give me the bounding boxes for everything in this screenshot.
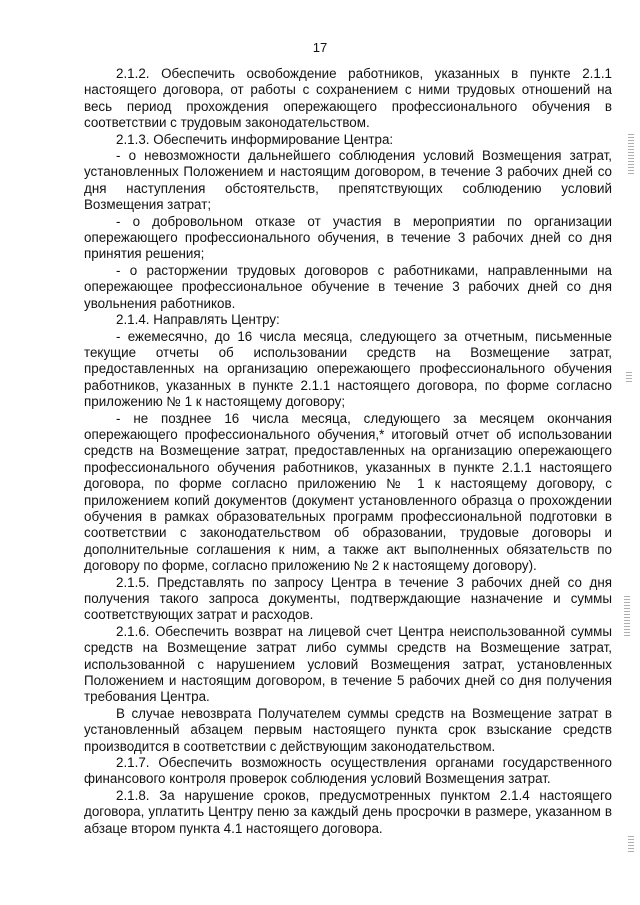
page-number: 17 [312,40,328,55]
scan-margin-mark [624,596,630,636]
paragraph-2-1-6: 2.1.6. Обеспечить возврат на лицевой счет Центра неиспользованной суммы средств на Возмещение затрат либо суммы средств на Возмещение затрат, использованной с нарушением условий Возмещения затрат, установленных Положением и настоящим договором, в течение 5 рабочих дней со дня получения требования Центра. [84,623,612,705]
list-item-termination: - о расторжении трудовых договоров с работниками, направленными на опережающее профессиональное обучение в течение 3 рабочих дней со дня увольнения работников. [84,262,612,311]
paragraph-2-1-7: 2.1.7. Обеспечить возможность осуществления органами государственного финансового контроля проверок соблюдения условий Возмещения затрат. [84,755,612,787]
list-item-impossibility: - о невозможности дальнейшего соблюдения условий Возмещения затрат, установленных Положением и настоящим договором, в течение 3 рабочих дней со дня наступления обстоятельств, препятствующих соблюдению условий Возмещения затрат; [84,148,612,213]
list-item-voluntary-refusal: - о добровольном отказе от участия в мероприятии по организации опережающего профессионального обучения, в течение 3 рабочих дней со дня принятия решения; [84,213,612,262]
paragraph-2-1-3: 2.1.3. Обеспечить информирование Центра: [116,131,394,147]
paragraph-non-return: В случае невозврата Получателем суммы средств на Возмещение затрат в установленный абзацем первым настоящего пункта срок взыскание средств производится в соответствии с действующим законодательством. [84,705,612,754]
scan-margin-mark [628,836,634,852]
paragraph-2-1-8: 2.1.8. За нарушение сроков, предусмотренных пунктом 2.1.4 настоящего договора, уплатить Центру пеню за каждый день просрочки в размере, указанном в абзаце втором пункта 4.1 настоящего договора. [84,787,612,836]
paragraph-2-1-2: 2.1.2. Обеспечить освобождение работников, указанных в пункте 2.1.1 настоящего договора, от работы с сохранением с ними трудовых отношений на весь период прохождения опережающего профессионального обучения в соответствии с трудовым законодательством. [84,66,612,131]
paragraph-2-1-5: 2.1.5. Представлять по запросу Центра в течение 3 рабочих дней со дня получения такого запроса документы, подтверждающие назначение и суммы соответствующих затрат и расходов. [84,574,612,623]
list-item-final-report: - не позднее 16 числа месяца, следующего за месяцем окончания опережающего профессионального обучения,* итоговый отчет об использовании средств на Возмещение затрат, предоставленных на организацию опережающего профессионального обучения работников, указанных в пункте 2.1.1 настоящего договора, по форме согласно приложению № 1 к настоящему договору, с приложением копий документов (документ установленного образца о прохождении обучения в рамках образовательных программ профессиональной подготовки в соответствии с законодательством об образовании, трудовые договоры и дополнительные соглашения к ним, а также акт выполненных обязательств по договору по форме, согласно приложению № 2 к настоящему договору). [84,410,612,574]
scan-margin-mark [628,134,634,174]
document-body [84,66,612,837]
list-item-monthly-reports: - ежемесячно, до 16 числа месяца, следующего за отчетным, письменные текущие отчеты об использовании средств на Возмещение затрат, предоставленных на организацию опережающего профессионального обучения работников, указанных в пункте 2.1.1 настоящего договора, по форме согласно приложению № 1 к настоящему договору; [84,328,612,410]
paragraph-2-1-4: 2.1.4. Направлять Центру: [116,312,280,328]
scan-margin-mark [626,372,632,384]
